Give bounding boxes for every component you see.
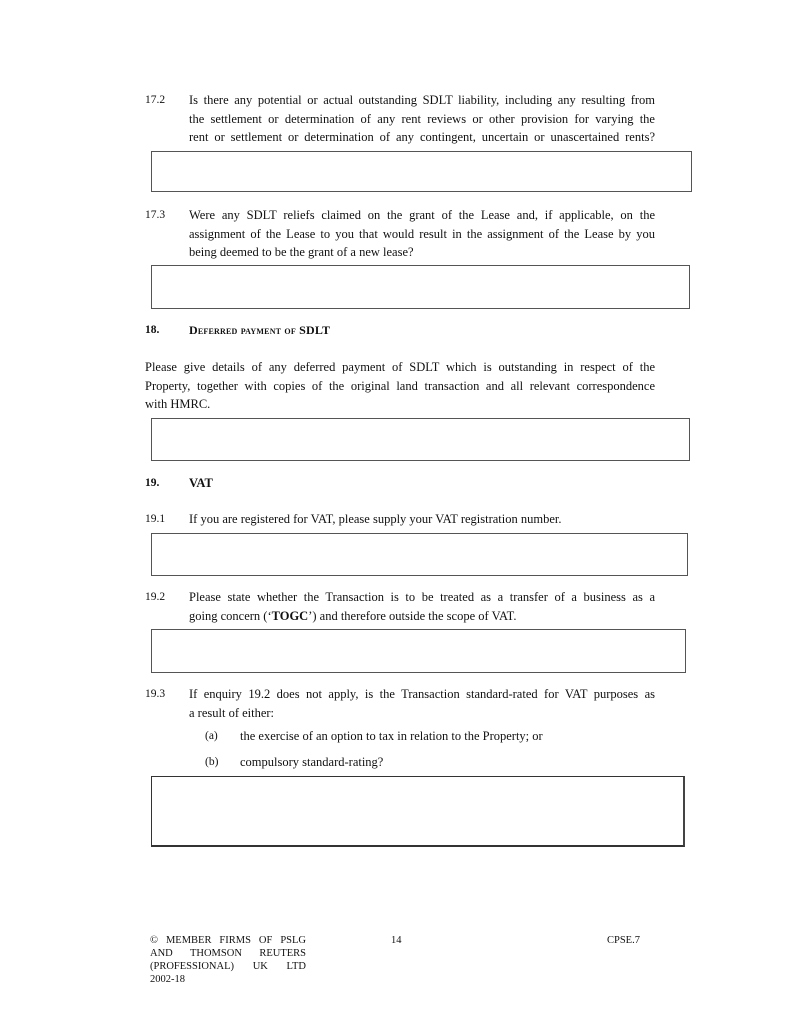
section-title-19: VAT [189, 476, 213, 490]
question-number-19-2: 19.2 [145, 591, 166, 603]
answer-box-19-2[interactable] [151, 629, 686, 673]
section-18-text [145, 358, 655, 414]
section-text-line: Please give details of any deferred payment of SDLT which is outstanding in respect of the [145, 360, 655, 374]
question-text-line: Were any SDLT reliefs claimed on the grant of the Lease and, if applicable, on the [189, 208, 655, 222]
question-text-17-3 [189, 206, 655, 262]
question-text-line: Is there any potential or actual outstanding SDLT liability, including any resulting from [189, 93, 655, 107]
answer-box-17-2[interactable] [151, 151, 692, 192]
page-number: 14 [391, 935, 402, 946]
sub-item-text-b: compulsory standard-rating? [240, 755, 384, 769]
question-text-19-3 [189, 685, 655, 722]
sub-item-text-a: the exercise of an option to tax in relation to the Property; or [240, 729, 543, 743]
defined-term-togc: TOGC [271, 608, 309, 623]
question-text-line: assignment of the Lease to you that would result in the assignment of the Lease by you [189, 226, 655, 241]
text-fragment: going concern (‘ [189, 608, 272, 623]
document-reference: CPSE.7 [607, 935, 640, 946]
question-text-line: If enquiry 19.2 does not apply, is the Transaction standard-rated for VAT purposes as [189, 687, 655, 701]
text-fragment: ’) and therefore outside the scope of VAT. [308, 608, 517, 623]
question-number-17-3: 17.3 [145, 209, 166, 221]
section-text-line: with HMRC. [145, 397, 211, 411]
question-text-line: being deemed to be the grant of a new lease? [189, 245, 414, 259]
question-text-line: the settlement or determination of any rent reviews or other provision for varying the [189, 111, 655, 126]
section-number-18: 18. [145, 324, 160, 336]
sub-item-label-a: (a) [205, 730, 218, 742]
answer-box-17-3[interactable] [151, 265, 690, 309]
answer-box-18[interactable] [151, 418, 690, 461]
question-text-19-1: If you are registered for VAT, please supply your VAT registration number. [189, 512, 562, 526]
question-text-17-2 [189, 91, 655, 147]
answer-box-19-3[interactable] [151, 776, 685, 847]
question-text-line [189, 607, 655, 626]
sub-item-label-b: (b) [205, 756, 219, 768]
footer-copyright [150, 934, 306, 986]
footer-line: © MEMBER FIRMS OF PSLG [150, 935, 306, 946]
section-title-18: Deferred payment of SDLT [189, 323, 331, 337]
question-text-19-2 [189, 588, 655, 625]
answer-box-19-1[interactable] [151, 533, 688, 576]
footer-line: AND THOMSON REUTERS [150, 948, 306, 959]
section-text-line: Property, together with copies of the original land transaction and all relevant correspondence [145, 378, 655, 393]
question-text-line: Please state whether the Transaction is to be treated as a transfer of a business as a [189, 590, 655, 604]
question-text-line: rent or settlement or determination of any contingent, uncertain or unascertained rents? [189, 130, 655, 144]
question-text-line: a result of either: [189, 705, 275, 720]
section-number-19: 19. [145, 477, 160, 489]
question-number-19-3: 19.3 [145, 688, 166, 700]
footer-line: (PROFESSIONAL) UK LTD [150, 961, 306, 972]
footer-line: 2002-18 [150, 974, 185, 985]
question-number-19-1: 19.1 [145, 513, 166, 525]
question-number-17-2: 17.2 [145, 94, 166, 106]
